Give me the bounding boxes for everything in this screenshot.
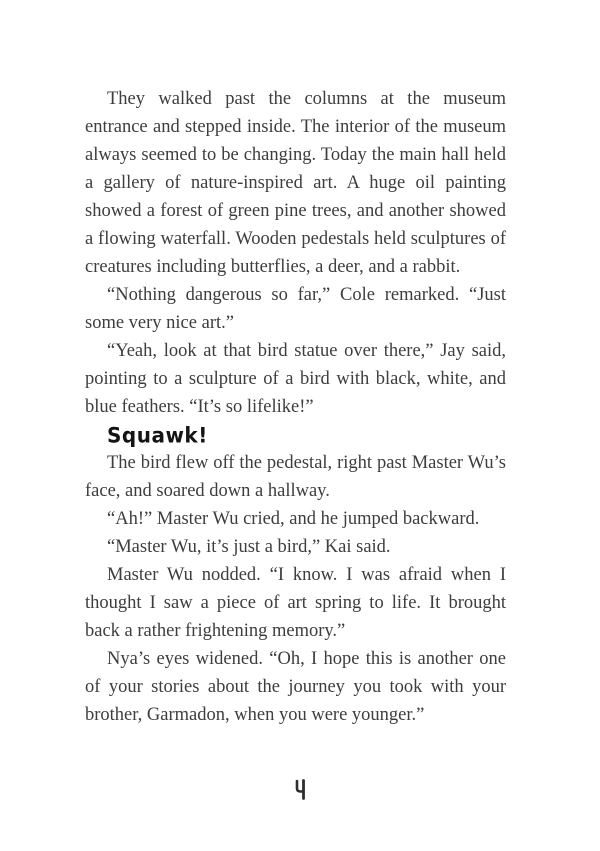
story-paragraph: Nya’s eyes widened. “Oh, I hope this is another one of your stories about the journey you took with your brother, Garmadon, when you were younger.” [85,649,506,725]
page-number-glyph [293,779,307,800]
story-paragraph: The bird flew off the pedestal, right past Master Wu’s face, and soared down a hallway. [85,453,506,501]
story-text-block [85,85,506,729]
story-paragraph: “Yeah, look at that bird statue over there,” Jay said, pointing to a sculpture of a bird with black, white, and blue feathers. “It’s so lifelike!” [85,341,506,417]
story-paragraph: “Master Wu, it’s just a bird,” Kai said. [107,537,391,557]
page-number [0,779,600,800]
story-paragraph: They walked past the columns at the museum entrance and stepped inside. The interior of the museum always seemed to be changing. Today the main hall held a gallery of nature-inspired art. A huge oil painting showed a forest of green pine trees, and another showed a flowing waterfall. Wooden pedestals held sculptures of creatures including butterflies, a deer, and a rabbit. [85,89,506,277]
story-paragraph: Master Wu nodded. “I know. I was afraid when I thought I saw a piece of art spring to life. It brought back a rather frightening memory.” [85,565,506,641]
story-paragraph: “Nothing dangerous so far,” Cole remarked. “Just some very nice art.” [85,285,506,333]
story-paragraph: “Ah!” Master Wu cried, and he jumped backward. [107,509,480,529]
sound-effect-text: Squawk! [107,422,208,448]
